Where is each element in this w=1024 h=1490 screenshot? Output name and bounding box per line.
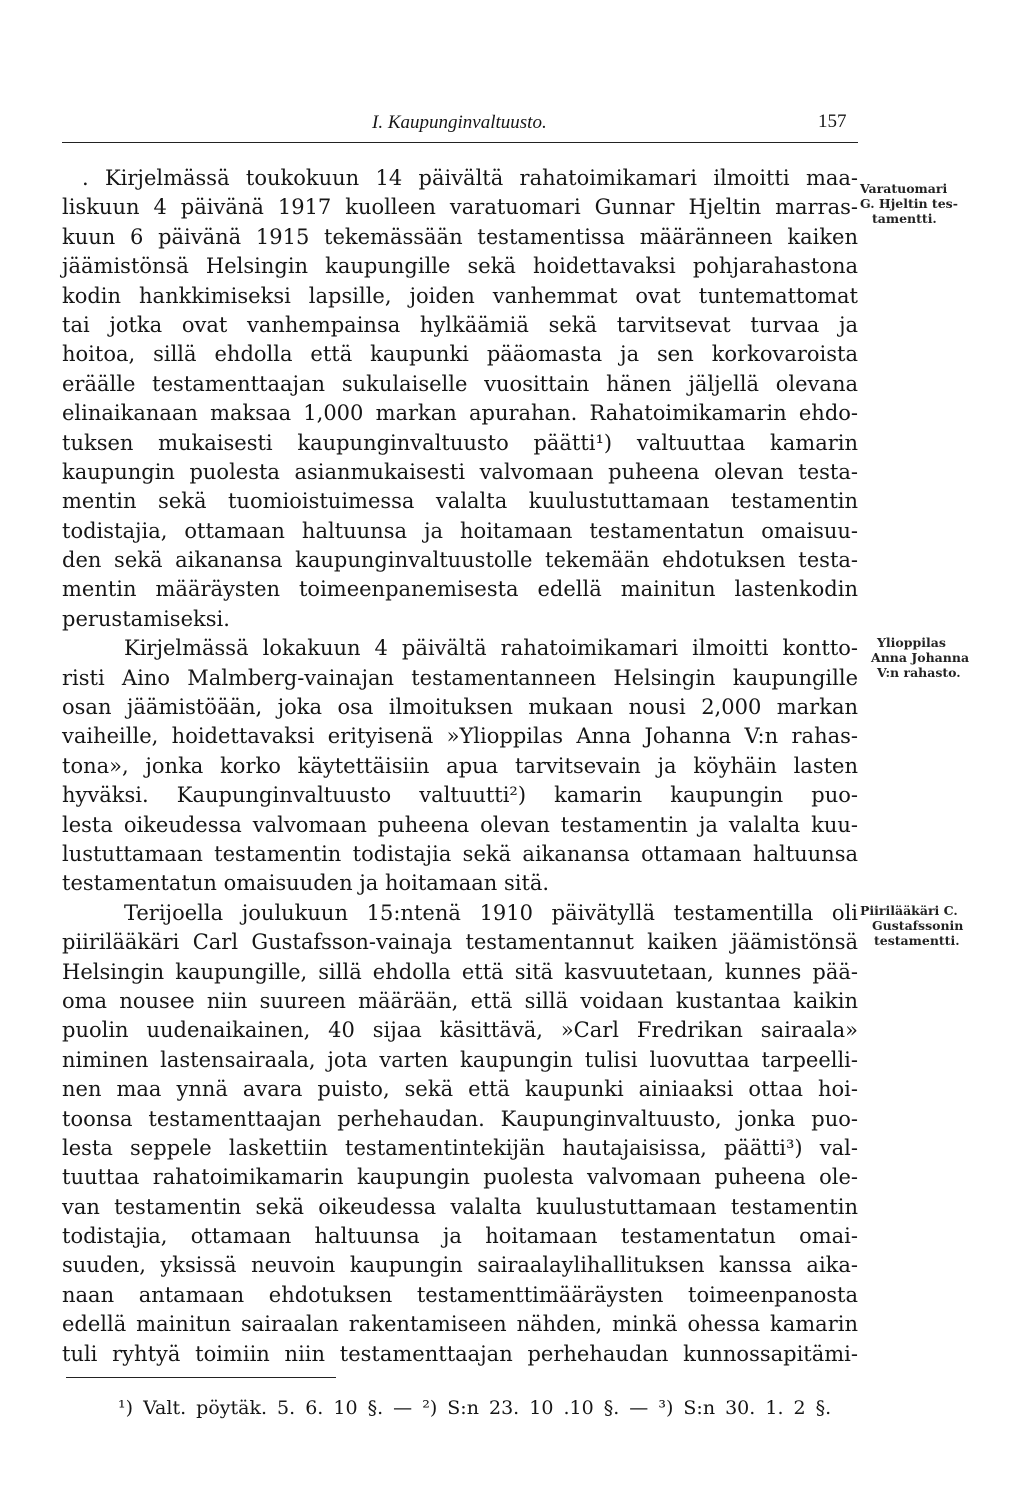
text-line: testamentatun omaisuuden ja hoitamaan sitä. xyxy=(62,871,550,896)
text-line: piirilääkäri Carl Gustafsson-vainaja testamentannut kaiken jäämistönsä xyxy=(62,930,858,955)
margin-note-line: Varatuomari xyxy=(860,181,948,196)
text-line: niminen lastensairaala, jota varten kaupungin tulisi luovuttaa tarpeelli- xyxy=(62,1047,858,1072)
text-line: elinaikanaan maksaa 1,000 markan apurahan. Rahatoimikamarin ehdo- xyxy=(62,401,858,426)
text-line: den sekä aikanansa kaupunginvaltuustolle tekemään ehdotuksen testa- xyxy=(62,548,858,573)
margin-note-line: Gustafssonin xyxy=(872,918,964,933)
text-line: van testamentin sekä oikeudessa valalta kuulustuttamaan testamentin xyxy=(62,1194,858,1219)
text-line: lesta seppele laskettiin testamentintekijän hautajaisissa, päätti³) val- xyxy=(62,1135,858,1160)
text-line: tuuttaa rahatoimikamarin kaupungin puolesta valvomaan puheena ole- xyxy=(62,1165,858,1190)
margin-note-varatuomari xyxy=(860,181,958,226)
margin-note-line: Anna Johanna xyxy=(871,650,970,665)
page-number: 157 xyxy=(818,111,847,132)
margin-note-line: Ylioppilas xyxy=(877,635,946,650)
margin-note-line: V:n rahasto. xyxy=(877,665,961,680)
text-line: Helsingin kaupungille, sillä ehdolla että sitä kasvuutetaan, kunnes pää- xyxy=(62,959,858,984)
text-line: jäämistönsä Helsingin kaupungille sekä hoidettavaksi pohjarahastona xyxy=(62,254,858,279)
text-line: perustamiseksi. xyxy=(62,606,230,631)
text-line: puolin uudenaikainen, 40 sijaa käsittävä, »Carl Fredrikan sairaala» xyxy=(62,1018,858,1043)
margin-note-line: G. Hjeltin tes- xyxy=(860,196,958,211)
text-line: naan antamaan ehdotuksen testamenttimääräysten toimeenpanosta xyxy=(62,1282,858,1307)
text-line: mentin määräysten toimeenpanemisesta edellä mainitun lastenkodin xyxy=(62,577,858,602)
margin-note-line: tamentti. xyxy=(872,211,937,226)
text-line: osan jäämistöään, joka osa ilmoituksen mukaan nousi 2,000 markan xyxy=(62,695,858,720)
text-line: kaupungin puolesta asianmukaisesti valvomaan puheena olevan testa- xyxy=(62,459,858,484)
margin-note-line: testamentti. xyxy=(874,933,960,948)
text-line: oma nousee niin suureen määrään, että sillä voidaan kustantaa kaikin xyxy=(62,988,858,1013)
text-line: kuun 6 päivänä 1915 tekemässään testamentissa määränneen kaiken xyxy=(62,224,858,249)
margin-note-ylioppilas xyxy=(871,635,970,680)
text-line: nen maa ynnä avara puisto, sekä että kaupunki ainiaaksi ottaa hoi- xyxy=(62,1077,858,1102)
text-line: toonsa testamenttaajan perhehaudan. Kaupunginvaltuusto, jonka puo- xyxy=(62,1106,858,1131)
text-line: liskuun 4 päivänä 1917 kuolleen varatuomari Gunnar Hjeltin marras- xyxy=(62,195,858,220)
text-line: tuli ryhtyä toimiin niin testamenttaajan perhehaudan kunnossapitämi- xyxy=(62,1341,858,1366)
header-rule xyxy=(62,142,858,143)
text-line: risti Aino Malmberg-vainajan testamentanneen Helsingin kaupungille xyxy=(62,665,858,690)
running-title: I. Kaupunginvaltuusto. xyxy=(372,112,547,133)
footnotes: ¹) Valt. pöytäk. 5. 6. 10 §. — ²) S:n 23. 10 .10 §. — ³) S:n 30. 1. 2 §. xyxy=(118,1397,832,1419)
margin-note-line: Piirilääkäri C. xyxy=(860,903,958,918)
body-text xyxy=(62,164,858,1369)
text-line: hoitoa, sillä ehdolla että kaupunki pääomasta ja sen korkovaroista xyxy=(62,342,858,367)
text-line: kodin hankkimiseksi lapsille, joiden vanhemmat ovat tuntemattomat xyxy=(62,283,858,308)
text-line: todistajia, ottamaan haltuunsa ja hoitamaan testamentatun omaisuu- xyxy=(62,518,858,543)
text-line: . Kirjelmässä toukokuun 14 päivältä rahatoimikamari ilmoitti maa- xyxy=(82,166,858,190)
text-line: lesta oikeudessa valvomaan puheena olevan testamentin ja valalta kuu- xyxy=(62,812,858,837)
text-line: Kirjelmässä lokakuun 4 päivältä rahatoimikamari ilmoitti kontto- xyxy=(124,636,858,661)
text-line: eräälle testamenttaajan sukulaiselle vuosittain hänen jäljellä olevana xyxy=(62,371,858,396)
text-line: Terijoella joulukuun 15:ntenä 1910 päivätyllä testamentilla oli xyxy=(124,900,858,925)
text-line: suuden, yksissä neuvoin kaupungin sairaalaylihallituksen kanssa aika- xyxy=(62,1253,858,1278)
text-line: todistajia, ottamaan haltuunsa ja hoitamaan testamentatun omai- xyxy=(62,1224,858,1249)
text-line: lustuttamaan testamentin todistajia sekä aikanansa ottamaan haltuunsa xyxy=(62,841,858,866)
margin-note-piirilaakari xyxy=(860,903,963,948)
text-line: edellä mainitun sairaalan rakentamiseen nähden, minkä ohessa kamarin xyxy=(62,1312,858,1337)
text-line: tai jotka ovat vanhempainsa hylkäämiä sekä tarvitsevat turvaa ja xyxy=(62,312,858,337)
text-line: hyväksi. Kaupunginvaltuusto valtuutti²) kamarin kaupungin puo- xyxy=(62,783,858,808)
text-line: tuksen mukaisesti kaupunginvaltuusto päätti¹) valtuuttaa kamarin xyxy=(62,430,858,455)
text-line: vaiheille, hoidettavaksi erityisenä »Ylioppilas Anna Johanna V:n rahas- xyxy=(62,724,858,749)
text-line: mentin sekä tuomioistuimessa valalta kuulustuttamaan testamentin xyxy=(62,489,858,514)
text-line: tona», jonka korko käytettäisiin apua tarvitsevain ja köyhäin lasten xyxy=(62,753,858,778)
footnote-rule xyxy=(66,1377,336,1378)
